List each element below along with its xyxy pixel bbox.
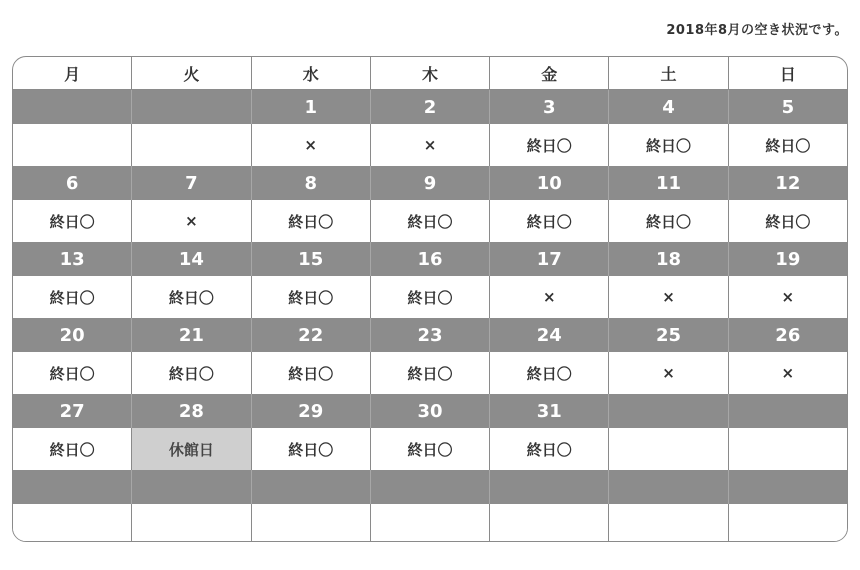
date-cell-friday: 17 bbox=[490, 242, 609, 276]
availability-cell-saturday: × bbox=[609, 276, 728, 318]
date-cell-friday: 24 bbox=[490, 318, 609, 352]
date-cell-friday: 31 bbox=[490, 394, 609, 428]
date-cell-sunday bbox=[729, 470, 847, 504]
status-row bbox=[13, 428, 847, 470]
weekday-friday: 金 bbox=[490, 57, 609, 89]
availability-cell-saturday bbox=[609, 504, 728, 542]
weekday-header-row bbox=[13, 57, 847, 90]
availability-cell-friday: 終日〇 bbox=[490, 428, 609, 470]
date-cell-tuesday: 7 bbox=[132, 166, 251, 200]
availability-cell-monday: 終日〇 bbox=[13, 428, 132, 470]
availability-cell-tuesday: 終日〇 bbox=[132, 352, 251, 394]
availability-cell-friday: 終日〇 bbox=[490, 200, 609, 242]
weekday-thursday: 木 bbox=[371, 57, 490, 89]
date-cell-thursday: 16 bbox=[371, 242, 490, 276]
date-cell-sunday: 19 bbox=[775, 248, 801, 270]
date-row bbox=[13, 90, 847, 124]
availability-cell-sunday: 終日〇 bbox=[765, 136, 811, 155]
availability-calendar bbox=[12, 56, 848, 542]
date-cell-tuesday: 14 bbox=[132, 242, 251, 276]
availability-cell-friday: 終日〇 bbox=[490, 352, 609, 394]
availability-cell-friday bbox=[490, 504, 609, 542]
date-cell-thursday bbox=[371, 470, 490, 504]
date-cell-wednesday: 1 bbox=[252, 90, 371, 124]
date-cell-thursday: 9 bbox=[371, 166, 490, 200]
availability-cell-wednesday: 終日〇 bbox=[252, 428, 371, 470]
availability-cell-sunday: 終日〇 bbox=[765, 212, 811, 231]
date-row bbox=[13, 394, 847, 428]
availability-cell-monday: 終日〇 bbox=[13, 200, 132, 242]
date-cell-saturday: 18 bbox=[609, 242, 728, 276]
status-row bbox=[13, 124, 847, 166]
weeks-container bbox=[13, 90, 847, 542]
availability-cell-wednesday: 終日〇 bbox=[252, 352, 371, 394]
availability-cell-wednesday: 終日〇 bbox=[252, 276, 371, 318]
availability-cell-sunday: × bbox=[781, 288, 795, 306]
date-row bbox=[13, 470, 847, 504]
date-cell-monday bbox=[13, 470, 132, 504]
availability-cell-saturday bbox=[609, 428, 728, 470]
availability-cell-thursday: 終日〇 bbox=[371, 352, 490, 394]
date-cell-tuesday bbox=[132, 470, 251, 504]
availability-cell-tuesday: 終日〇 bbox=[132, 276, 251, 318]
date-cell-sunday: 12 bbox=[775, 172, 801, 194]
availability-cell-tuesday: × bbox=[132, 200, 251, 242]
availability-cell-monday bbox=[13, 124, 132, 166]
availability-cell-thursday: 終日〇 bbox=[371, 276, 490, 318]
date-cell-tuesday: 21 bbox=[132, 318, 251, 352]
availability-cell-thursday: 終日〇 bbox=[371, 428, 490, 470]
availability-cell-sunday: × bbox=[781, 364, 795, 382]
availability-cell-wednesday: 終日〇 bbox=[252, 200, 371, 242]
availability-cell-tuesday bbox=[132, 504, 251, 542]
date-cell-thursday: 23 bbox=[371, 318, 490, 352]
availability-cell-friday: × bbox=[490, 276, 609, 318]
availability-cell-saturday: × bbox=[609, 352, 728, 394]
date-cell-thursday: 2 bbox=[371, 90, 490, 124]
date-row bbox=[13, 166, 847, 200]
date-cell-saturday bbox=[609, 470, 728, 504]
date-cell-sunday: 26 bbox=[775, 324, 801, 346]
weekday-monday: 月 bbox=[13, 57, 132, 89]
status-row bbox=[13, 352, 847, 394]
availability-cell-saturday: 終日〇 bbox=[609, 124, 728, 166]
date-cell-thursday: 30 bbox=[371, 394, 490, 428]
status-row bbox=[13, 200, 847, 242]
availability-cell-monday bbox=[13, 504, 132, 542]
date-cell-wednesday: 8 bbox=[252, 166, 371, 200]
availability-cell-saturday: 終日〇 bbox=[609, 200, 728, 242]
date-cell-saturday: 4 bbox=[609, 90, 728, 124]
date-cell-wednesday bbox=[252, 470, 371, 504]
date-cell-saturday bbox=[609, 394, 728, 428]
availability-cell-wednesday bbox=[252, 504, 371, 542]
date-cell-friday: 10 bbox=[490, 166, 609, 200]
availability-cell-sunday bbox=[729, 504, 847, 542]
date-cell-wednesday: 29 bbox=[252, 394, 371, 428]
date-cell-wednesday: 15 bbox=[252, 242, 371, 276]
availability-cell-monday: 終日〇 bbox=[13, 352, 132, 394]
date-cell-sunday bbox=[729, 394, 847, 428]
weekday-tuesday: 火 bbox=[132, 57, 251, 89]
date-cell-tuesday: 28 bbox=[132, 394, 251, 428]
availability-cell-monday: 終日〇 bbox=[13, 276, 132, 318]
date-cell-saturday: 11 bbox=[609, 166, 728, 200]
date-cell-monday: 27 bbox=[13, 394, 132, 428]
availability-cell-thursday bbox=[371, 504, 490, 542]
weekday-wednesday: 水 bbox=[252, 57, 371, 89]
date-cell-saturday: 25 bbox=[609, 318, 728, 352]
date-cell-wednesday: 22 bbox=[252, 318, 371, 352]
availability-cell-thursday: × bbox=[371, 124, 490, 166]
availability-cell-friday: 終日〇 bbox=[490, 124, 609, 166]
availability-cell-wednesday: × bbox=[252, 124, 371, 166]
date-cell-tuesday bbox=[132, 90, 251, 124]
weekday-saturday: 土 bbox=[609, 57, 728, 89]
date-cell-monday bbox=[13, 90, 132, 124]
date-cell-friday bbox=[490, 470, 609, 504]
availability-caption: 2018年8月の空き状況です。 bbox=[666, 23, 848, 38]
date-cell-monday: 6 bbox=[13, 166, 132, 200]
status-row bbox=[13, 276, 847, 318]
availability-cell-tuesday: 休館日 bbox=[132, 428, 251, 470]
date-cell-friday: 3 bbox=[490, 90, 609, 124]
status-row bbox=[13, 504, 847, 542]
date-cell-sunday: 5 bbox=[781, 96, 795, 118]
availability-cell-tuesday bbox=[132, 124, 251, 166]
weekday-sunday: 日 bbox=[779, 64, 796, 84]
date-cell-monday: 13 bbox=[13, 242, 132, 276]
date-row bbox=[13, 318, 847, 352]
date-row bbox=[13, 242, 847, 276]
availability-cell-thursday: 終日〇 bbox=[371, 200, 490, 242]
date-cell-monday: 20 bbox=[13, 318, 132, 352]
availability-cell-sunday bbox=[729, 428, 847, 470]
